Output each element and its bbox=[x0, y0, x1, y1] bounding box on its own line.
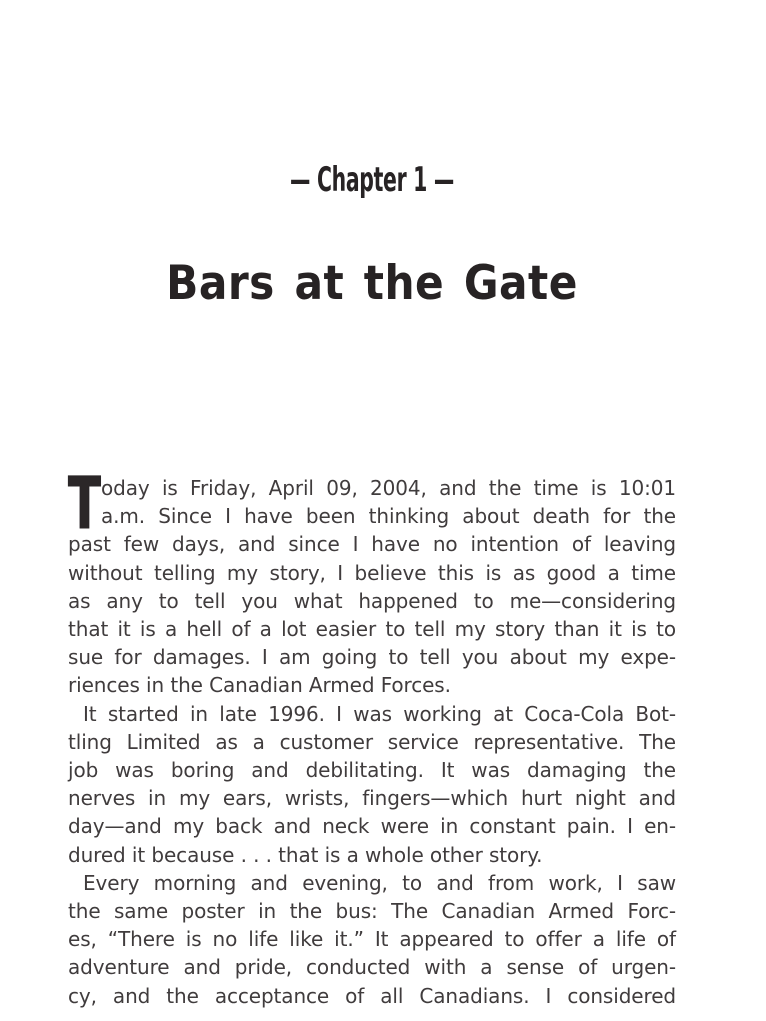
body-line: as any to tell you what happened to me—considering bbox=[68, 588, 676, 613]
body-line: es, “There is no life like it.” It appeared to offer a life of bbox=[68, 927, 676, 952]
text-column bbox=[68, 0, 676, 1021]
paragraph bbox=[68, 869, 676, 1010]
chapter-title: Bars at the Gate bbox=[166, 256, 578, 311]
body-line: day—and my back and neck were in constant pain. I en- bbox=[68, 814, 676, 839]
body-line: cy, and the acceptance of all Canadians. I considered bbox=[68, 983, 676, 1008]
body-line: nerves in my ears, wrists, fingers—which hurt night and bbox=[68, 786, 676, 811]
body-line: sue for damages. I am going to tell you about my expe- bbox=[68, 645, 676, 670]
body-line: Every morning and evening, to and from work, I saw bbox=[83, 870, 676, 895]
body-line: without telling my story, I believe this is as good a time bbox=[68, 560, 676, 585]
body-line: the same poster in the bus: The Canadian Armed Forc- bbox=[68, 899, 676, 924]
drop-cap: T bbox=[68, 462, 101, 545]
paragraph bbox=[68, 700, 676, 869]
chapter-heading: — Chapter 1 — bbox=[290, 160, 454, 200]
body-line: oday is Friday, April 09, 2004, and the time is 10:01 bbox=[101, 476, 676, 500]
body-line: job was boring and debilitating. It was damaging the bbox=[68, 758, 676, 783]
body-line: It started in late 1996. I was working at Coca-Cola Bot- bbox=[83, 701, 676, 726]
body-line: that it is a hell of a lot easier to tell my story than it is to bbox=[68, 617, 676, 642]
body-line: tling Limited as a customer service representative. The bbox=[68, 729, 676, 754]
body-line: riences in the Canadian Armed Forces. bbox=[68, 673, 451, 698]
body-line: past few days, and since I have no intention of leaving bbox=[68, 532, 676, 557]
body-line: adventure and pride, conducted with a sense of urgen- bbox=[68, 955, 676, 980]
body-line: dured it because . . . that is a whole other story. bbox=[68, 842, 543, 867]
body-line: a.m. Since I have been thinking about death for the bbox=[101, 504, 676, 529]
paragraph bbox=[68, 474, 676, 700]
body-text bbox=[68, 462, 676, 1010]
